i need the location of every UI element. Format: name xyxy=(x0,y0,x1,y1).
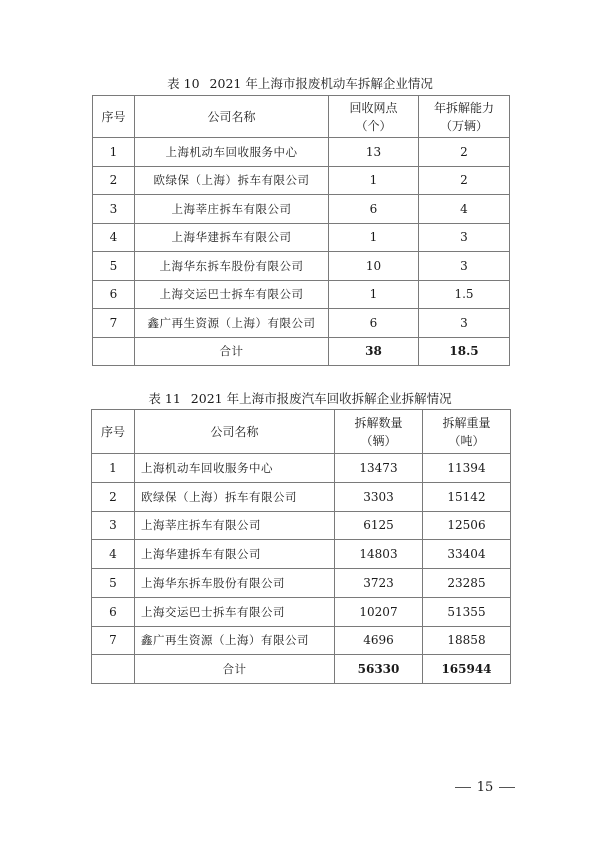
total-value: 18.5 xyxy=(419,337,510,366)
total-value: 56330 xyxy=(335,655,423,684)
cell-value: 13 xyxy=(329,138,419,167)
header-company: 公司名称 xyxy=(135,410,335,454)
cell-company: 上海交运巴士拆车有限公司 xyxy=(135,597,335,626)
cell-seq: 2 xyxy=(92,482,135,511)
cell-value: 3 xyxy=(419,252,510,281)
header-line1: 年拆解能力 xyxy=(433,100,494,115)
total-value: 38 xyxy=(329,337,419,366)
cell-company: 鑫广再生资源（上海）有限公司 xyxy=(135,626,335,655)
cell-company: 上海华东拆车股份有限公司 xyxy=(135,569,335,598)
header-line2: （辆） xyxy=(360,433,397,448)
table-row xyxy=(92,626,511,655)
total-label: 合计 xyxy=(135,655,335,684)
cell-empty xyxy=(92,655,135,684)
cell-value: 51355 xyxy=(423,597,511,626)
cell-value: 3723 xyxy=(335,569,423,598)
cell-company: 上海交运巴士拆车有限公司 xyxy=(135,280,329,309)
total-label: 合计 xyxy=(135,337,329,366)
cell-company: 上海莘庄拆车有限公司 xyxy=(135,511,335,540)
cell-seq: 6 xyxy=(93,280,135,309)
cell-value: 4696 xyxy=(335,626,423,655)
table10-caption-number: 表 10 xyxy=(167,76,200,91)
table11-caption-number: 表 11 xyxy=(148,391,181,406)
header-line2: （万辆） xyxy=(439,118,488,133)
cell-company: 上海华建拆车有限公司 xyxy=(135,540,335,569)
cell-company: 欧绿保（上海）拆车有限公司 xyxy=(135,482,335,511)
total-value: 165944 xyxy=(423,655,511,684)
table10-caption xyxy=(0,74,600,92)
cell-seq: 7 xyxy=(92,626,135,655)
header-line1: 回收网点 xyxy=(349,100,398,115)
header-company: 公司名称 xyxy=(135,96,329,138)
dash-right xyxy=(499,787,515,788)
cell-seq: 7 xyxy=(93,309,135,338)
header-seq: 序号 xyxy=(92,410,135,454)
cell-seq: 3 xyxy=(93,195,135,224)
table-row xyxy=(92,597,511,626)
header-dismantled-quantity xyxy=(335,410,423,454)
table-row xyxy=(93,195,510,224)
header-dismantled-weight xyxy=(423,410,511,454)
table11-caption xyxy=(0,389,600,407)
cell-value: 13473 xyxy=(335,454,423,483)
cell-seq: 6 xyxy=(92,597,135,626)
table10 xyxy=(92,95,510,366)
cell-value: 3 xyxy=(419,223,510,252)
table-row xyxy=(93,138,510,167)
table-row xyxy=(93,166,510,195)
header-collection-points xyxy=(329,96,419,138)
header-line1: 拆解重量 xyxy=(442,415,491,430)
dash-left xyxy=(455,787,471,788)
cell-seq: 5 xyxy=(92,569,135,598)
cell-value: 15142 xyxy=(423,482,511,511)
table-row xyxy=(92,482,511,511)
cell-company: 上海华建拆车有限公司 xyxy=(135,223,329,252)
cell-value: 10207 xyxy=(335,597,423,626)
table11-header-row xyxy=(92,410,511,454)
cell-value: 14803 xyxy=(335,540,423,569)
cell-value: 1 xyxy=(329,223,419,252)
header-line2: （个） xyxy=(355,118,392,133)
cell-value: 12506 xyxy=(423,511,511,540)
cell-value: 11394 xyxy=(423,454,511,483)
table-row xyxy=(92,540,511,569)
table-row xyxy=(92,511,511,540)
table11 xyxy=(91,409,511,684)
cell-seq: 1 xyxy=(92,454,135,483)
cell-seq: 1 xyxy=(93,138,135,167)
cell-seq: 4 xyxy=(92,540,135,569)
cell-company: 上海华东拆车股份有限公司 xyxy=(135,252,329,281)
cell-value: 3303 xyxy=(335,482,423,511)
cell-value: 2 xyxy=(419,166,510,195)
header-line1: 拆解数量 xyxy=(354,415,403,430)
cell-company: 欧绿保（上海）拆车有限公司 xyxy=(135,166,329,195)
cell-value: 10 xyxy=(329,252,419,281)
cell-value: 6 xyxy=(329,309,419,338)
cell-value: 33404 xyxy=(423,540,511,569)
table-row xyxy=(93,223,510,252)
cell-value: 2 xyxy=(419,138,510,167)
cell-company: 鑫广再生资源（上海）有限公司 xyxy=(135,309,329,338)
header-seq: 序号 xyxy=(93,96,135,138)
page-number xyxy=(445,780,525,795)
table-row xyxy=(93,309,510,338)
cell-value: 1.5 xyxy=(419,280,510,309)
cell-value: 6125 xyxy=(335,511,423,540)
cell-value: 18858 xyxy=(423,626,511,655)
cell-value: 23285 xyxy=(423,569,511,598)
table-row xyxy=(93,280,510,309)
cell-seq: 2 xyxy=(93,166,135,195)
table10-caption-title: 2021 年上海市报废机动车拆解企业情况 xyxy=(209,76,433,91)
table11-caption-title: 2021 年上海市报废汽车回收拆解企业拆解情况 xyxy=(190,391,452,406)
table10-header-row xyxy=(93,96,510,138)
cell-value: 6 xyxy=(329,195,419,224)
page-number-value: 15 xyxy=(476,780,494,795)
cell-company: 上海机动车回收服务中心 xyxy=(135,454,335,483)
cell-company: 上海莘庄拆车有限公司 xyxy=(135,195,329,224)
table-total-row xyxy=(93,337,510,366)
table-total-row xyxy=(92,655,511,684)
cell-seq: 4 xyxy=(93,223,135,252)
cell-seq: 5 xyxy=(93,252,135,281)
cell-value: 1 xyxy=(329,280,419,309)
header-line2: （吨） xyxy=(448,433,485,448)
cell-empty xyxy=(93,337,135,366)
table-row xyxy=(92,454,511,483)
cell-value: 3 xyxy=(419,309,510,338)
table-row xyxy=(93,252,510,281)
cell-value: 4 xyxy=(419,195,510,224)
cell-seq: 3 xyxy=(92,511,135,540)
header-annual-capacity xyxy=(419,96,510,138)
table-row xyxy=(92,569,511,598)
cell-value: 1 xyxy=(329,166,419,195)
cell-company: 上海机动车回收服务中心 xyxy=(135,138,329,167)
